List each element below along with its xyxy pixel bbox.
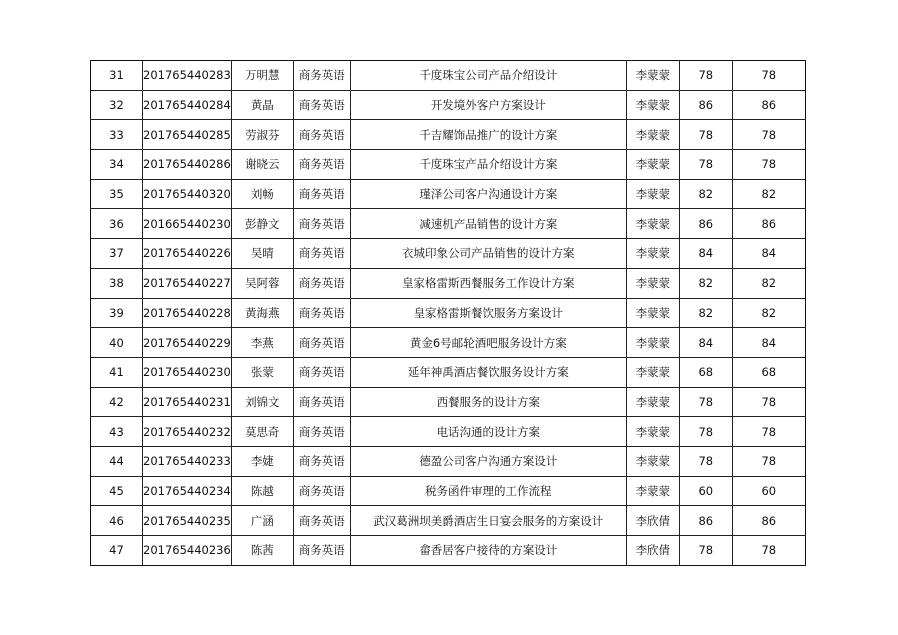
score-1: 82 <box>679 179 732 209</box>
major: 商务英语 <box>293 120 350 150</box>
major: 商务英语 <box>293 536 350 566</box>
table-row <box>91 61 806 91</box>
major: 商务英语 <box>293 357 350 387</box>
student-id: 201765440234 <box>143 476 232 506</box>
project-topic: 千吉耀饰品推广的设计方案 <box>350 120 626 150</box>
row-number: 37 <box>91 239 143 269</box>
major: 商务英语 <box>293 506 350 536</box>
row-number: 35 <box>91 179 143 209</box>
advisor: 李蒙蒙 <box>626 476 679 506</box>
advisor: 李蒙蒙 <box>626 120 679 150</box>
score-2: 86 <box>732 506 805 536</box>
advisor: 李蒙蒙 <box>626 328 679 358</box>
table-row <box>91 328 806 358</box>
project-topic: 皇家格雷斯餐饮服务方案设计 <box>350 298 626 328</box>
major: 商务英语 <box>293 179 350 209</box>
project-topic: 税务函件审理的工作流程 <box>350 476 626 506</box>
major: 商务英语 <box>293 328 350 358</box>
student-id: 201765440231 <box>143 387 232 417</box>
student-name: 劳淑芬 <box>231 120 293 150</box>
score-1: 78 <box>679 446 732 476</box>
score-1: 86 <box>679 90 732 120</box>
student-name: 谢晓云 <box>231 150 293 180</box>
student-name: 张蒙 <box>231 357 293 387</box>
student-id: 201665440230 <box>143 209 232 239</box>
score-2: 82 <box>732 268 805 298</box>
row-number: 39 <box>91 298 143 328</box>
score-1: 84 <box>679 328 732 358</box>
student-id: 201765440286 <box>143 150 232 180</box>
score-2: 78 <box>732 120 805 150</box>
advisor: 李欣倩 <box>626 506 679 536</box>
score-1: 78 <box>679 417 732 447</box>
table-row <box>91 90 806 120</box>
row-number: 34 <box>91 150 143 180</box>
project-topic: 开发境外客户方案设计 <box>350 90 626 120</box>
score-2: 78 <box>732 150 805 180</box>
score-1: 78 <box>679 61 732 91</box>
score-1: 86 <box>679 506 732 536</box>
project-topic: 皇家格雷斯西餐服务工作设计方案 <box>350 268 626 298</box>
advisor: 李蒙蒙 <box>626 387 679 417</box>
project-topic: 延年神禹酒店餐饮服务设计方案 <box>350 357 626 387</box>
project-topic: 黄金6号邮轮酒吧服务设计方案 <box>350 328 626 358</box>
advisor: 李蒙蒙 <box>626 61 679 91</box>
table-row <box>91 417 806 447</box>
row-number: 33 <box>91 120 143 150</box>
student-id: 201765440284 <box>143 90 232 120</box>
major: 商务英语 <box>293 239 350 269</box>
project-topic: 瑾泽公司客户沟通设计方案 <box>350 179 626 209</box>
project-topic: 武汉葛洲坝美爵酒店生日宴会服务的方案设计 <box>350 506 626 536</box>
project-topic: 畲香居客户接待的方案设计 <box>350 536 626 566</box>
score-2: 82 <box>732 179 805 209</box>
major: 商务英语 <box>293 387 350 417</box>
table-row <box>91 357 806 387</box>
student-id: 201765440230 <box>143 357 232 387</box>
row-number: 38 <box>91 268 143 298</box>
grades-table-body <box>91 61 806 566</box>
score-1: 84 <box>679 239 732 269</box>
project-topic: 衣城印象公司产品销售的设计方案 <box>350 239 626 269</box>
advisor: 李蒙蒙 <box>626 268 679 298</box>
row-number: 32 <box>91 90 143 120</box>
score-2: 86 <box>732 209 805 239</box>
major: 商务英语 <box>293 150 350 180</box>
student-name: 刘锦文 <box>231 387 293 417</box>
student-id: 201765440285 <box>143 120 232 150</box>
row-number: 43 <box>91 417 143 447</box>
project-topic: 千度珠宝公司产品介绍设计 <box>350 61 626 91</box>
student-name: 吴阿蓉 <box>231 268 293 298</box>
student-name: 李婕 <box>231 446 293 476</box>
score-1: 78 <box>679 150 732 180</box>
student-name: 万明慧 <box>231 61 293 91</box>
project-topic: 减速机产品销售的设计方案 <box>350 209 626 239</box>
table-row <box>91 268 806 298</box>
student-id: 201765440229 <box>143 328 232 358</box>
student-id: 201765440235 <box>143 506 232 536</box>
score-1: 82 <box>679 268 732 298</box>
score-2: 84 <box>732 328 805 358</box>
table-row <box>91 506 806 536</box>
major: 商务英语 <box>293 90 350 120</box>
student-id: 201765440228 <box>143 298 232 328</box>
project-topic: 千度珠宝产品介绍设计方案 <box>350 150 626 180</box>
row-number: 40 <box>91 328 143 358</box>
score-1: 78 <box>679 120 732 150</box>
student-id: 201765440232 <box>143 417 232 447</box>
project-topic: 电话沟通的设计方案 <box>350 417 626 447</box>
score-2: 78 <box>732 536 805 566</box>
advisor: 李欣倩 <box>626 536 679 566</box>
major: 商务英语 <box>293 446 350 476</box>
advisor: 李蒙蒙 <box>626 90 679 120</box>
table-row <box>91 150 806 180</box>
row-number: 31 <box>91 61 143 91</box>
table-row <box>91 209 806 239</box>
major: 商务英语 <box>293 417 350 447</box>
score-2: 78 <box>732 446 805 476</box>
score-2: 78 <box>732 417 805 447</box>
table-row <box>91 298 806 328</box>
advisor: 李蒙蒙 <box>626 298 679 328</box>
table-row <box>91 476 806 506</box>
student-name: 陈越 <box>231 476 293 506</box>
score-1: 78 <box>679 536 732 566</box>
major: 商务英语 <box>293 476 350 506</box>
row-number: 36 <box>91 209 143 239</box>
advisor: 李蒙蒙 <box>626 179 679 209</box>
score-2: 86 <box>732 90 805 120</box>
advisor: 李蒙蒙 <box>626 446 679 476</box>
score-2: 78 <box>732 61 805 91</box>
score-1: 86 <box>679 209 732 239</box>
score-2: 78 <box>732 387 805 417</box>
advisor: 李蒙蒙 <box>626 417 679 447</box>
student-id: 201765440233 <box>143 446 232 476</box>
student-name: 刘畅 <box>231 179 293 209</box>
student-id: 201765440283 <box>143 61 232 91</box>
row-number: 41 <box>91 357 143 387</box>
student-name: 莫思奇 <box>231 417 293 447</box>
score-1: 78 <box>679 387 732 417</box>
table-row <box>91 179 806 209</box>
project-topic: 西餐服务的设计方案 <box>350 387 626 417</box>
row-number: 46 <box>91 506 143 536</box>
table-row <box>91 536 806 566</box>
student-name: 黄海燕 <box>231 298 293 328</box>
student-name: 吴晴 <box>231 239 293 269</box>
project-topic: 德盈公司客户沟通方案设计 <box>350 446 626 476</box>
major: 商务英语 <box>293 268 350 298</box>
score-1: 82 <box>679 298 732 328</box>
student-name: 黄晶 <box>231 90 293 120</box>
advisor: 李蒙蒙 <box>626 209 679 239</box>
major: 商务英语 <box>293 298 350 328</box>
student-id: 201765440236 <box>143 536 232 566</box>
table-row <box>91 120 806 150</box>
student-name: 李燕 <box>231 328 293 358</box>
student-name: 陈茜 <box>231 536 293 566</box>
score-2: 84 <box>732 239 805 269</box>
row-number: 45 <box>91 476 143 506</box>
score-2: 60 <box>732 476 805 506</box>
student-name: 广涵 <box>231 506 293 536</box>
row-number: 44 <box>91 446 143 476</box>
score-1: 60 <box>679 476 732 506</box>
advisor: 李蒙蒙 <box>626 239 679 269</box>
student-name: 彭静文 <box>231 209 293 239</box>
table-row <box>91 239 806 269</box>
student-id: 201765440320 <box>143 179 232 209</box>
major: 商务英语 <box>293 61 350 91</box>
score-2: 68 <box>732 357 805 387</box>
table-row <box>91 387 806 417</box>
student-id: 201765440226 <box>143 239 232 269</box>
grades-table <box>90 60 806 566</box>
row-number: 47 <box>91 536 143 566</box>
score-2: 82 <box>732 298 805 328</box>
advisor: 李蒙蒙 <box>626 150 679 180</box>
table-row <box>91 446 806 476</box>
student-id: 201765440227 <box>143 268 232 298</box>
score-1: 68 <box>679 357 732 387</box>
row-number: 42 <box>91 387 143 417</box>
major: 商务英语 <box>293 209 350 239</box>
advisor: 李蒙蒙 <box>626 357 679 387</box>
